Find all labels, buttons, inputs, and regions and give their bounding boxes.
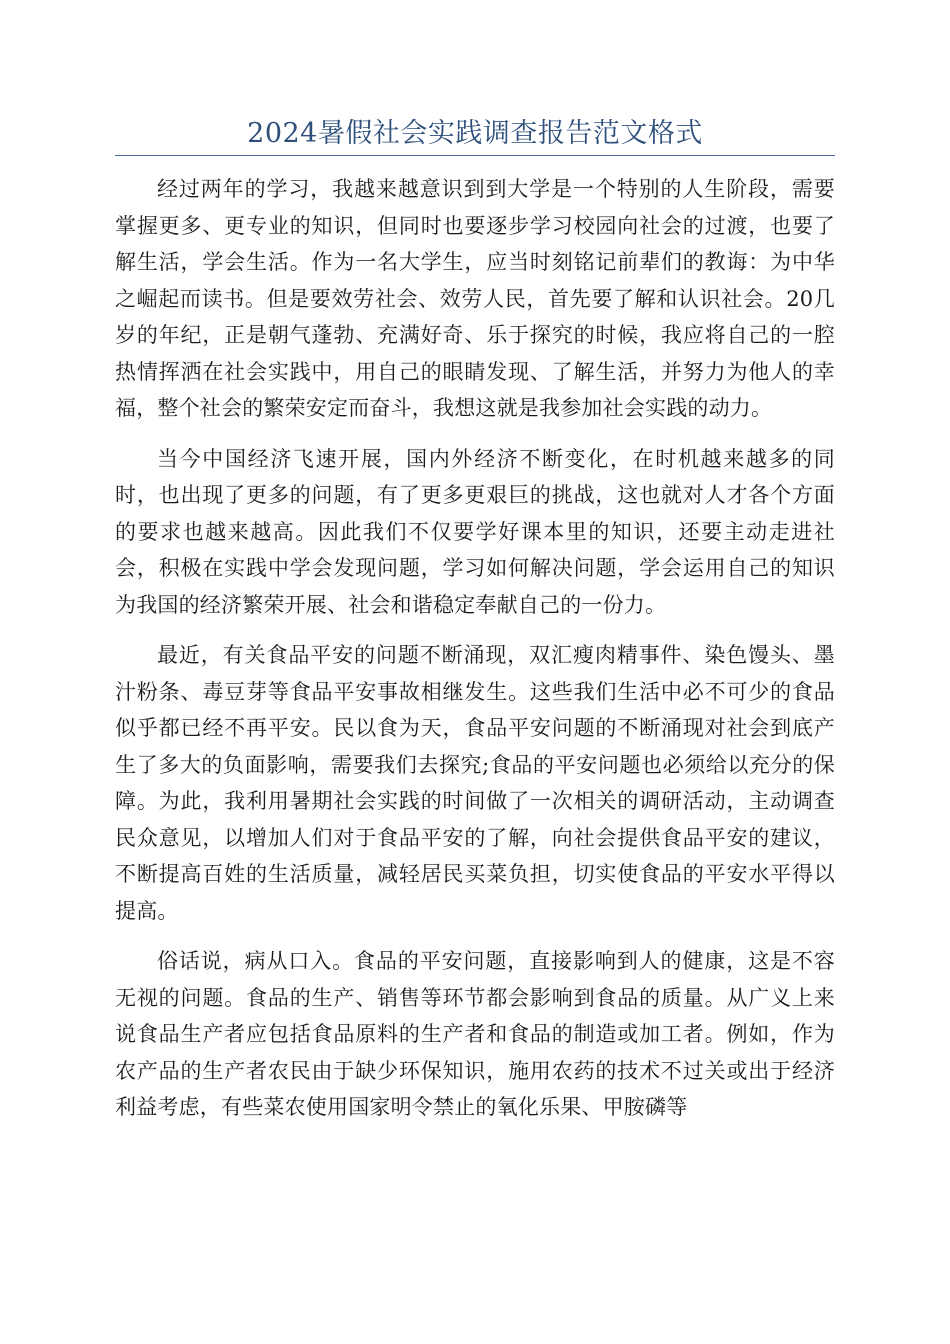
- document-title: 2024暑假社会实践调查报告范文格式: [247, 118, 703, 149]
- paragraph-3: 最近，有关食品平安的问题不断涌现，双汇瘦肉精事件、染色馒头、墨汁粉条、毒豆芽等食品平安事故相继发生。这些我们生活中必不可少的食品似乎都已经不再平安。民以食为天，食品平安问题的不断涌现对社会到底产生了多大的负面影响，需要我们去探究;食品的平安问题也必须给以充分的保障。为此，我利用暑期社会实践的时间做了一次相关的调研活动，主动调查民众意见，以增加人们对于食品平安的了解，向社会提供食品平安的建议，不断提高百姓的生活质量，减轻居民买菜负担，切实使食品的平安水平得以提高。: [115, 643, 835, 923]
- paragraph-1: 经过两年的学习，我越来越意识到到大学是一个特别的人生阶段，需要掌握更多、更专业的知识，但同时也要逐步学习校园向社会的过渡，也要了解生活，学会生活。作为一名大学生，应当时刻铭记前辈们的教诲：为中华之崛起而读书。但是要效劳社会、效劳人民，首先要了解和认识社会。20几岁的年纪，正是朝气蓬勃、充满好奇、乐于探究的时候，我应将自己的一腔热情挥洒在社会实践中，用自己的眼睛发现、了解生活，并努力为他人的幸福，整个社会的繁荣安定而奋斗，我想这就是我参加社会实践的动力。: [115, 177, 835, 420]
- document-body: [115, 171, 835, 1140]
- title-underline: [115, 155, 835, 156]
- paragraph-4: 俗话说，病从口入。食品的平安问题，直接影响到人的健康，这是不容无视的问题。食品的生产、销售等环节都会影响到食品的质量。从广义上来说食品生产者应包括食品原料的生产者和食品的制造或加工者。例如，作为农产品的生产者农民由于缺少环保知识，施用农药的技术不过关或出于经济利益考虑，有些菜农使用国家明令禁止的氧化乐果、甲胺磷等: [115, 949, 835, 1119]
- paragraph-2: 当今中国经济飞速开展，国内外经济不断变化，在时机越来越多的同时，也出现了更多的问题，有了更多更艰巨的挑战，这也就对人才各个方面的要求也越来越高。因此我们不仅要学好课本里的知识，还要主动走进社会，积极在实践中学会发现问题，学习如何解决问题，学会运用自己的知识为我国的经济繁荣开展、社会和谐稳定奉献自己的一份力。: [115, 446, 835, 617]
